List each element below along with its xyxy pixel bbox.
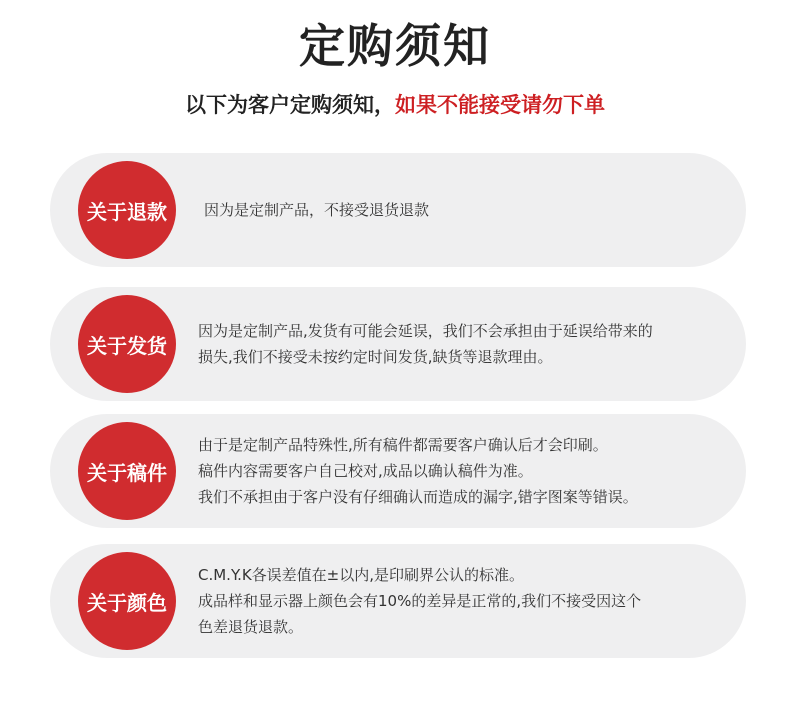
notice-text-line: 成品样和显示器上颜色会有10%的差异是正常的,我们不接受因这个 — [198, 592, 642, 610]
notice-text-line: 损失,我们不接受未按约定时间发货,缺货等退款理由。 — [198, 348, 553, 366]
notice-card-color — [50, 544, 746, 658]
page-subtitle — [0, 88, 790, 122]
notice-badge-label: 关于退款 — [87, 199, 167, 224]
notice-badge-color — [78, 552, 176, 650]
page-title: 定购须知 — [299, 19, 491, 73]
notice-text-line: 稿件内容需要客户自己校对,成品以确认稿件为准。 — [198, 462, 533, 480]
notice-badge-label: 关于颜色 — [87, 590, 167, 615]
notice-content-manuscript — [198, 414, 720, 528]
notice-badge-manuscript — [78, 422, 176, 520]
notice-card-refund — [50, 153, 746, 267]
notice-badge-refund — [78, 161, 176, 259]
notice-text-line: 因为是定制产品，不接受退货退款 — [204, 201, 430, 219]
notice-text-line: 由于是定制产品特殊性,所有稿件都需要客户确认后才会印刷。 — [198, 436, 608, 454]
subtitle-normal-text: 以下为客户定购须知， — [185, 93, 395, 117]
notice-card-manuscript — [50, 414, 746, 528]
notice-badge-label: 关于稿件 — [87, 460, 167, 485]
notice-text-line: 色差退货退款。 — [198, 618, 304, 636]
notice-badge-shipping — [78, 295, 176, 393]
notice-content-shipping — [198, 287, 720, 401]
notice-card-shipping — [50, 287, 746, 401]
notice-text-line: 我们不承担由于客户没有仔细确认而造成的漏字,错字图案等错误。 — [198, 488, 638, 506]
subtitle-warning-text: 如果不能接受请勿下单 — [395, 93, 605, 117]
notice-content-color — [198, 544, 720, 658]
notice-text-line: C.M.Y.K各误差值在±以内,是印刷界公认的标准。 — [198, 566, 525, 584]
notice-badge-label: 关于发货 — [87, 333, 167, 358]
notice-content-refund — [204, 153, 720, 267]
notice-text-line: 因为是定制产品,发货有可能会延误，我们不会承担由于延误给带来的 — [198, 322, 653, 340]
